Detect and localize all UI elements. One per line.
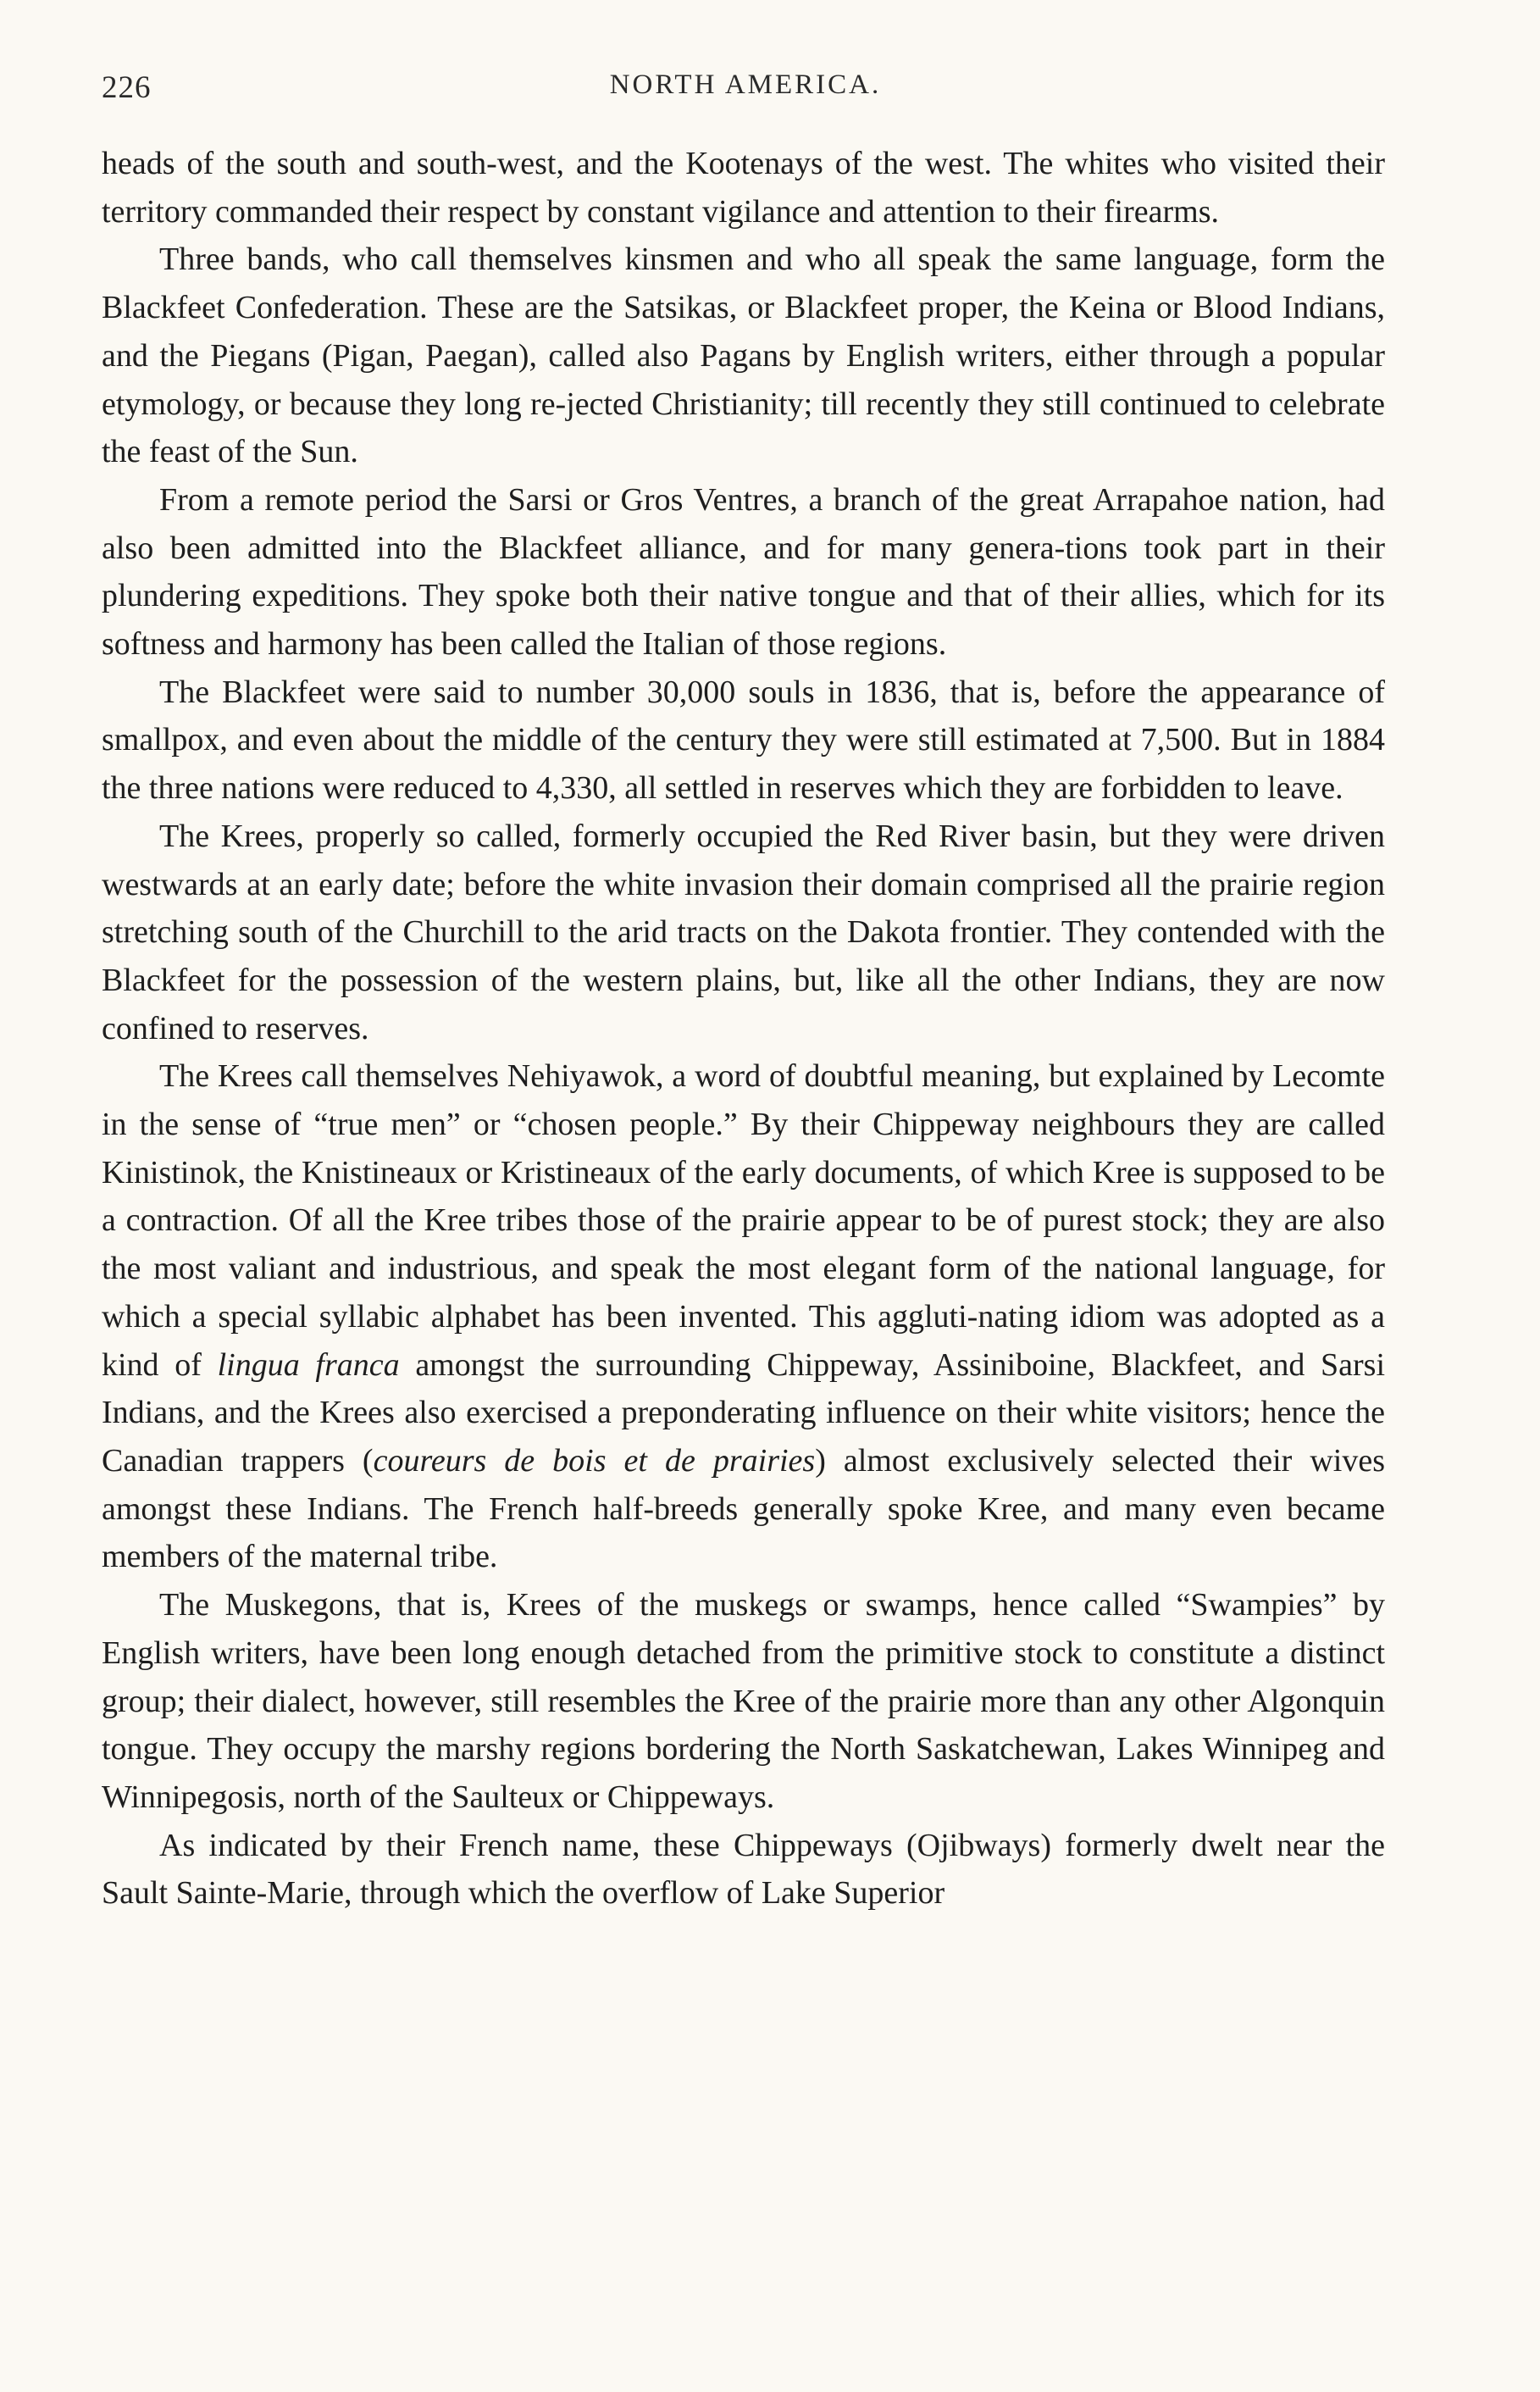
paragraph (102, 236, 1385, 476)
body-text (102, 140, 1385, 1917)
text-segment: As indicated by their French name, these Chippeways (Ojibways) formerly dwelt near the Sault Sainte-Marie, through which the overflow of Lake Superior (102, 1827, 1385, 1912)
text-segment: From a remote period the Sarsi or Gros Ventres, a branch of the great Arrapahoe nation, had also been admitted into the Blackfeet alliance, and for many genera-tions took part in their plundering expeditions. They spoke both their native tongue and that of their allies, which for its softness and harmony has been called the Italian of those regions. (102, 481, 1385, 663)
paragraph (102, 476, 1385, 669)
text-segment: ) almost exclusively selected their wives amongst these Indians. The French half-breeds generally spoke Kree, and many even became members of the maternal tribe. (102, 1442, 1385, 1575)
text-segment: amongst the surrounding Chippeway, Assiniboine, Blackfeet, and Sarsi Indians, and the Krees also exercised a preponderating influence on their white visitors; hence the Canadian trappers ( (102, 1346, 1386, 1479)
running-title: NORTH AMERICA. (609, 69, 882, 100)
italic-text: lingua franca (217, 1346, 400, 1383)
text-segment: The Krees call themselves Nehiyawok, a word of doubtful meaning, but explained by Lecomte in the sense of “true men” or “chosen people.” By their Chippeway neighbours they are called Kinistinok, the Knistineaux or Kristineaux of the early documents, of which Kree is supposed to be a contraction. Of all the Kree tribes those of the prairie appear to be of purest stock; they are also the most valiant and industrious, and speak the most elegant form of the national language, for which a special syllabic alphabet has been invented. This aggluti-nating idiom was adopted as a kind of (102, 1058, 1385, 1383)
paragraph (102, 1581, 1385, 1822)
text-segment: heads of the south and south-west, and the Kootenays of the west. The whites who visited their territory commanded their respect by constant vigilance and attention to their firearms. (102, 146, 1385, 230)
text-segment: The Muskegons, that is, Krees of the muskegs or swamps, hence called “Swampies” by English writers, have been long enough detached from the primitive stock to constitute a distinct group; their dialect, however, still resembles the Kree of the prairie more than any other Algonquin tongue. They occupy the marshy regions bordering the North Saskatchewan, Lakes Winnipeg and Winnipegosis, north of the Saulteux or Chippeways. (102, 1587, 1385, 1815)
italic-text: coureurs de bois et de prairies (373, 1442, 816, 1479)
paragraph (102, 813, 1385, 1053)
paragraph (102, 140, 1385, 236)
text-segment: The Blackfeet were said to number 30,000 souls in 1836, that is, before the appearance of smallpox, and even about the middle of the century they were still estimated at 7,500. But in 1884 the three nations were reduced to 4,330, all settled in reserves which they are forbidden to leave. (102, 674, 1385, 807)
text-segment: The Krees, properly so called, formerly occupied the Red River basin, but they were driven westwards at an early date; before the white invasion their domain comprised all the prairie region stretching south of the Churchill to the arid tracts on the Dakota frontier. They contended with the Blackfeet for the possession of the western plains, but, like all the other Indians, they are now confined to reserves. (102, 818, 1385, 1046)
page-header (102, 69, 1389, 120)
text-segment: Three bands, who call themselves kinsmen and who all speak the same language, form the Blackfeet Confederation. These are the Satsikas, or Blackfeet proper, the Keina or Blood Indians, and the Piegans (Pigan, Paegan), called also Pagans by English writers, either through a popular etymology, or because they long re-jected Christianity; till recently they still continued to celebrate the feast of the Sun. (102, 241, 1385, 470)
paragraph (102, 1822, 1385, 1917)
page-number: 226 (102, 70, 152, 105)
paragraph (102, 669, 1385, 813)
paragraph (102, 1052, 1385, 1581)
